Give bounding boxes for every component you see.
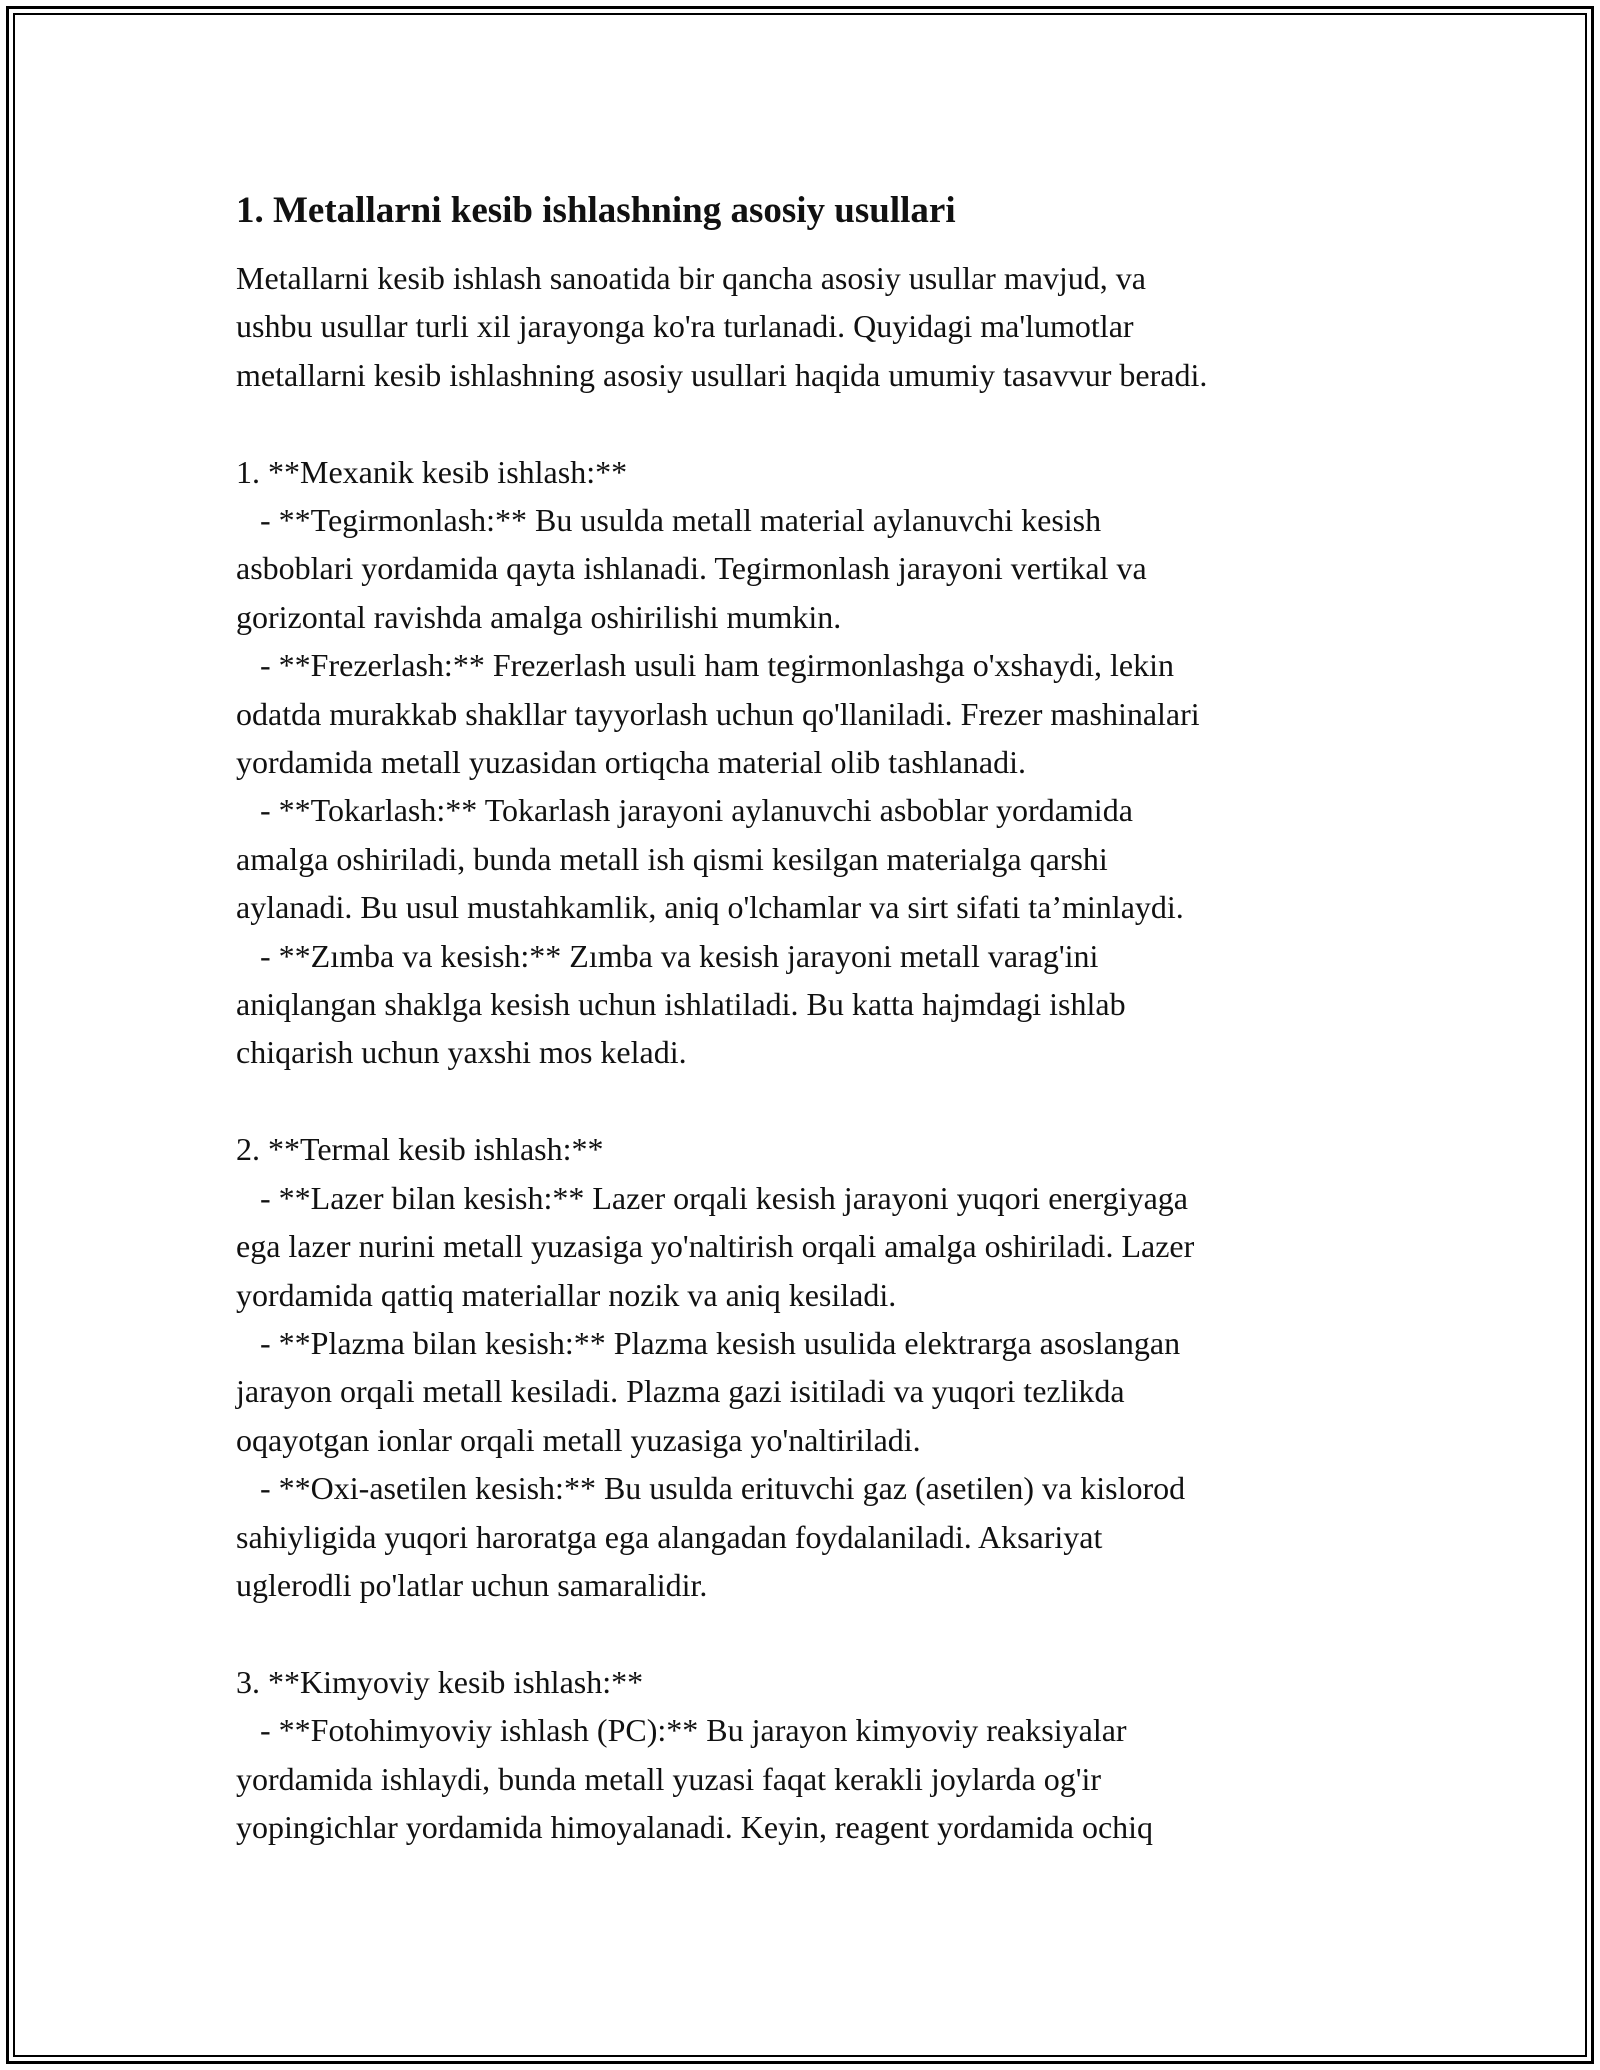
section-chemical [236,1658,1376,1852]
section-mechanical [236,448,1376,1077]
text-line: aniqlangan shaklga kesish uchun ishlatiladi. Bu katta hajmdagi ishlab [236,986,1126,1023]
text-line: yordamida ishlaydi, bunda metall yuzasi faqat kerakli joylarda og'ir [236,1760,1102,1797]
text-line: uglerodli po'latlar uchun samaralidir. [236,1566,708,1603]
text-line: chiqarish uchun yaxshi mos keladi. [236,1034,687,1071]
text-line: - **Tegirmonlash:** Bu usulda metall material aylanuvchi kesish [236,502,1102,539]
document-body [236,186,1376,1851]
text-line: oqayotgan ionlar orqali metall yuzasiga yo'naltiriladi. [236,1421,921,1458]
intro-paragraph [236,254,1376,399]
text-line: - **Zımba va kesish:** Zımba va kesish jarayoni metall varag'ini [236,937,1099,974]
text-line: - **Lazer bilan kesish:** Lazer orqali kesish jarayoni yuqori energiyaga [236,1179,1188,1216]
text-line: amalga oshiriladi, bunda metall ish qismi kesilgan materialga qarshi [236,840,1108,877]
text-line: odatda murakkab shakllar tayyorlash uchun qo'llaniladi. Frezer mashinalari [236,695,1200,732]
text-line: - **Tokarlash:** Tokarlash jarayoni aylanuvchi asboblar yordamida [236,792,1133,829]
text-line: metallarni kesib ishlashning asosiy usullari haqida umumiy tasavvur beradi. [236,356,1208,393]
blank-line [236,1077,1376,1125]
text-line: yopingichlar yordamida himoyalanadi. Keyin, reagent yordamida ochiq [236,1808,1154,1845]
text-line: jarayon orqali metall kesiladi. Plazma gazi isitiladi va yuqori tezlikda [236,1373,1125,1410]
text-line: aylanadi. Bu usul mustahkamlik, aniq o'lchamlar va sirt sifati ta’minlaydi. [236,889,1184,926]
text-line: - **Fotohimyoviy ishlash (PC):** Bu jarayon kimyoviy reaksiyalar [236,1712,1127,1749]
text-line: yordamida metall yuzasidan ortiqcha material olib tashlanadi. [236,744,1026,781]
section-heading: 3. **Kimyoviy kesib ishlash:** [236,1663,644,1700]
document-title: 1. Metallarni kesib ishlashning asosiy usullari [236,190,956,231]
text-line: gorizontal ravishda amalga oshirilishi mumkin. [236,598,842,635]
section-heading: 1. **Mexanik kesib ishlash:** [236,453,628,490]
blank-line [236,1609,1376,1657]
text-line: asboblari yordamida qayta ishlanadi. Tegirmonlash jarayoni vertikal va [236,550,1147,587]
text-line: sahiyligida yuqori haroratga ega alangadan foydalaniladi. Aksariyat [236,1518,1103,1555]
text-line: - **Plazma bilan kesish:** Plazma kesish usulida elektrarga asoslangan [236,1324,1181,1361]
text-line: - **Frezerlash:** Frezerlash usuli ham tegirmonlashga o'xshaydi, lekin [236,647,1174,684]
text-line: yordamida qattiq materiallar nozik va aniq kesiladi. [236,1276,897,1313]
text-line: ushbu usullar turli xil jarayonga ko'ra turlanadi. Quyidagi ma'lumotlar [236,308,1134,345]
text-line: ega lazer nurini metall yuzasiga yo'naltirish orqali amalga oshiriladi. Lazer [236,1228,1195,1265]
text-line: - **Oxi-asetilen kesish:** Bu usulda erituvchi gaz (asetilen) va kislorod [236,1470,1186,1507]
section-thermal [236,1125,1376,1609]
section-heading: 2. **Termal kesib ishlash:** [236,1131,604,1168]
blank-line [236,399,1376,447]
text-line: Metallarni kesib ishlash sanoatida bir qancha asosiy usullar mavjud, va [236,260,1146,296]
